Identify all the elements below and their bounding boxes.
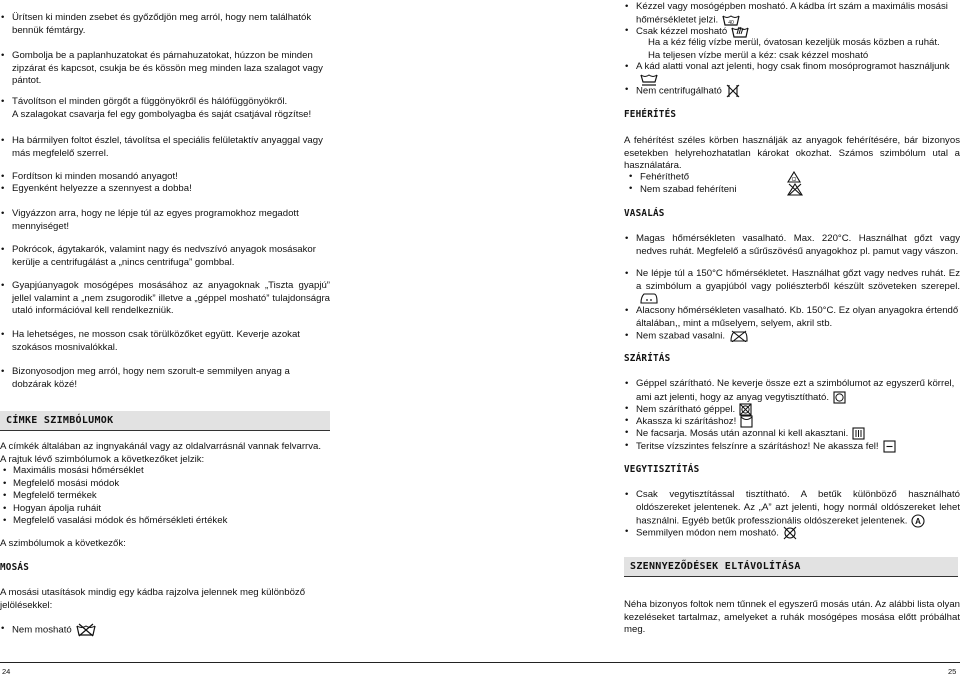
dry-cleaning-heading: VEGYTISZTÍTÁS: [624, 464, 700, 475]
list-item: • Pokrócok, ágytakarók, valamint nagy és nedvszívó anyagok mosásakor kerülje a centrifugálást a „nincs centrifuga” gombbal.: [0, 244, 330, 269]
washing-text: A mosási utasítások mindig egy kádba rajzolva jelennek meg különböző jelölésekkel:: [0, 587, 306, 611]
footer-rule: [0, 662, 960, 663]
symbol-list: [0, 465, 330, 528]
list-item: • Magas hőmérsékleten vasalható. Max. 220°C. Használhat gőzt vagy nedves ruhát. Megfelelő a sűrűszövésű anyagokhoz pl. pamut vagy vászon.: [624, 233, 960, 258]
list-item: • Teritse vízszintes felszínre a szárításhoz! Ne akassza fel!: [624, 440, 960, 454]
list-item: • Gombolja be a paplanhuzatokat és párnahuzatokat, húzzon be minden zipzárat és kapcsot, csukja be és kössön meg minden laza szalagot vagy pántot.: [0, 50, 330, 88]
symbols-following: A szimbólumok a következők:: [0, 538, 126, 549]
list-item: • Megfelelő vasalási módok és hőmérsékleti értékek: [3, 515, 330, 528]
dry-flat-icon: [883, 440, 896, 453]
drying-heading: SZÁRÍTÁS: [624, 353, 671, 364]
list-item: • Nem mosható: [0, 623, 330, 637]
page-number: 24: [2, 667, 11, 676]
list-item: • Gyapjúanyagok mosógépes mosásához az anyagoknak „Tiszta gyapjú” jellel valamint a „nem zsugorodik” illetve a „géppel mosható” tulajdonságra utaló információval kell rendelkezniük.: [0, 280, 330, 318]
list-item: • Megfelelő termékek: [3, 490, 330, 503]
list-item: • Nem centrifugálható: [624, 84, 960, 98]
bleach-icon: [787, 171, 801, 183]
bleaching-heading: FEHÉRÍTÉS: [624, 109, 677, 120]
tumble-dry-icon: [833, 391, 846, 404]
iron-medium-icon: [640, 293, 658, 304]
list-item: • Maximális mosási hőmérséklet: [3, 465, 330, 478]
page-number: 25: [948, 667, 957, 676]
list-item: • Ha lehetséges, ne mosson csak törülközőket együtt. Keverje azokat szokásos mosnivalókkal.: [0, 329, 330, 354]
no-iron-icon: [729, 330, 749, 342]
stain-removal-heading: SZENNYEZŐDÉSEK ELTÁVOLÍTÁSA: [624, 557, 958, 577]
list-item: • Megfelelő mosási módok: [3, 478, 330, 491]
list-item: • Fehéríthető Cl: [624, 171, 960, 184]
list-item: • Ha bármilyen foltot észlel, távolítsa el speciális felületaktív anyaggal vagy más megfelelő szerrel.: [0, 135, 330, 160]
svg-text:40: 40: [728, 19, 734, 26]
section-heading-labels: CÍMKE SZIMBÓLUMOK: [0, 411, 330, 431]
list-item: • Bizonyosodjon meg arról, hogy nem szorult-e semmilyen anyag a dobzárak közé!: [0, 366, 330, 391]
list-item: • Akassza ki szárításhoz!: [624, 415, 960, 429]
list-item: • Nem szabad vasalni.: [624, 330, 960, 343]
ironing-heading: VASALÁS: [624, 208, 665, 219]
list-item: • Nem szárítható géppel.: [624, 403, 960, 417]
bleaching-text: A fehérítést széles körben használják az anyagok fehérítésére, bár bizonyos esetekben helyrehozhatatlan károkat okozhat. Számos szimbólum utal a használatára.: [624, 135, 960, 171]
list-item: • Egyenként helyezze a szennyest a dobba!: [0, 183, 330, 196]
list-item: • Fordítson ki minden mosandó anyagot!: [0, 171, 330, 184]
svg-text:Cl: Cl: [791, 177, 797, 183]
list-item: • Ürítsen ki minden zsebet és győződjön meg arról, hogy nem találhatók bennük fémtárgy.: [0, 12, 330, 37]
hand-wash-note: Ha a kéz félig vízbe merül, óvatosan kezeljük mosás közben a ruhát. Ha teljesen vízbe merül a kéz: csak kézzel mosható: [648, 37, 940, 61]
no-spin-icon: [726, 84, 740, 98]
stain-removal-text: Néha bizonyos foltok nem tűnnek el egyszerű mosás után. Az alábbi lista olyan kezeléseket tartalmaz, amelyeket a ruhák mosógépes mosása előtt próbálhat meg.: [624, 599, 960, 635]
list-item: • Csak kézzel mosható: [624, 25, 960, 39]
list-item: • Alacsony hőmérsékleten vasalható. Kb. 150°C. Ez olyan anyagokra értendő általában,, mint a műselyem, selyem, akril stb.: [624, 305, 960, 330]
list-item: • Távolítson el minden görgőt a függönyökről és hálófüggönyökről. A szalagokat csavarja fel egy gombolyagba és saját csatjával rögzítse!: [0, 96, 330, 121]
no-dry-clean-icon: [783, 526, 797, 540]
washing-heading: MOSÁS: [0, 562, 29, 573]
intro-text: A címkék általában az ingnyakánál vagy az oldalvarrásnál vannak felvarrva. A rajtuk lévő szimbólumok a következőket jelzik:: [0, 441, 322, 465]
list-item: • Hogyan ápolja ruháit: [3, 503, 330, 516]
drip-dry-icon: [852, 427, 865, 440]
no-bleach-icon: [787, 183, 803, 196]
list-item: • Nem szabad fehéríteni: [624, 183, 960, 197]
list-item: • Géppel szárítható. Ne keverje össze ezt a szimbólumot az egyszerű körrel, ami azt jelenti, hogy az anyag vegytisztítható.: [624, 378, 960, 404]
list-item: • Kézzel vagy mosógépben mosható. A kádba írt szám a maximális mosási hőmérsékletet jelzi. 40: [624, 1, 960, 27]
no-wash-icon: [76, 623, 96, 637]
list-item: • Semmilyen módon nem mosható.: [624, 526, 960, 540]
list-item: • Vigyázzon arra, hogy ne lépje túl az egyes programokhoz megadott mennyiséget!: [0, 208, 330, 233]
wash-temperature-icon: [722, 14, 740, 26]
svg-text:A: A: [915, 517, 922, 526]
list-item: • Ne lépje túl a 150°C hőmérsékletet. Használhat gőzt vagy nedves ruhát. Ez a szimbólum a gyapjúból vagy poliészterből készült szöveteken szerepel.: [624, 268, 960, 306]
list-item: • Csak vegytisztítással tisztítható. A betűk különböző használható oldószereket jelentenek. Az „A” azt jelenti, hogy normál oldószereket lehet használni. Egyéb betűk professzionális oldószereket jelentenek. A: [624, 489, 960, 528]
list-item: • A kád alatti vonal azt jelenti, hogy csak finom mosóprogramot használjunk: [624, 61, 960, 87]
list-item: • Ne facsarja. Mosás után azonnal ki kell akasztani.: [624, 427, 960, 441]
